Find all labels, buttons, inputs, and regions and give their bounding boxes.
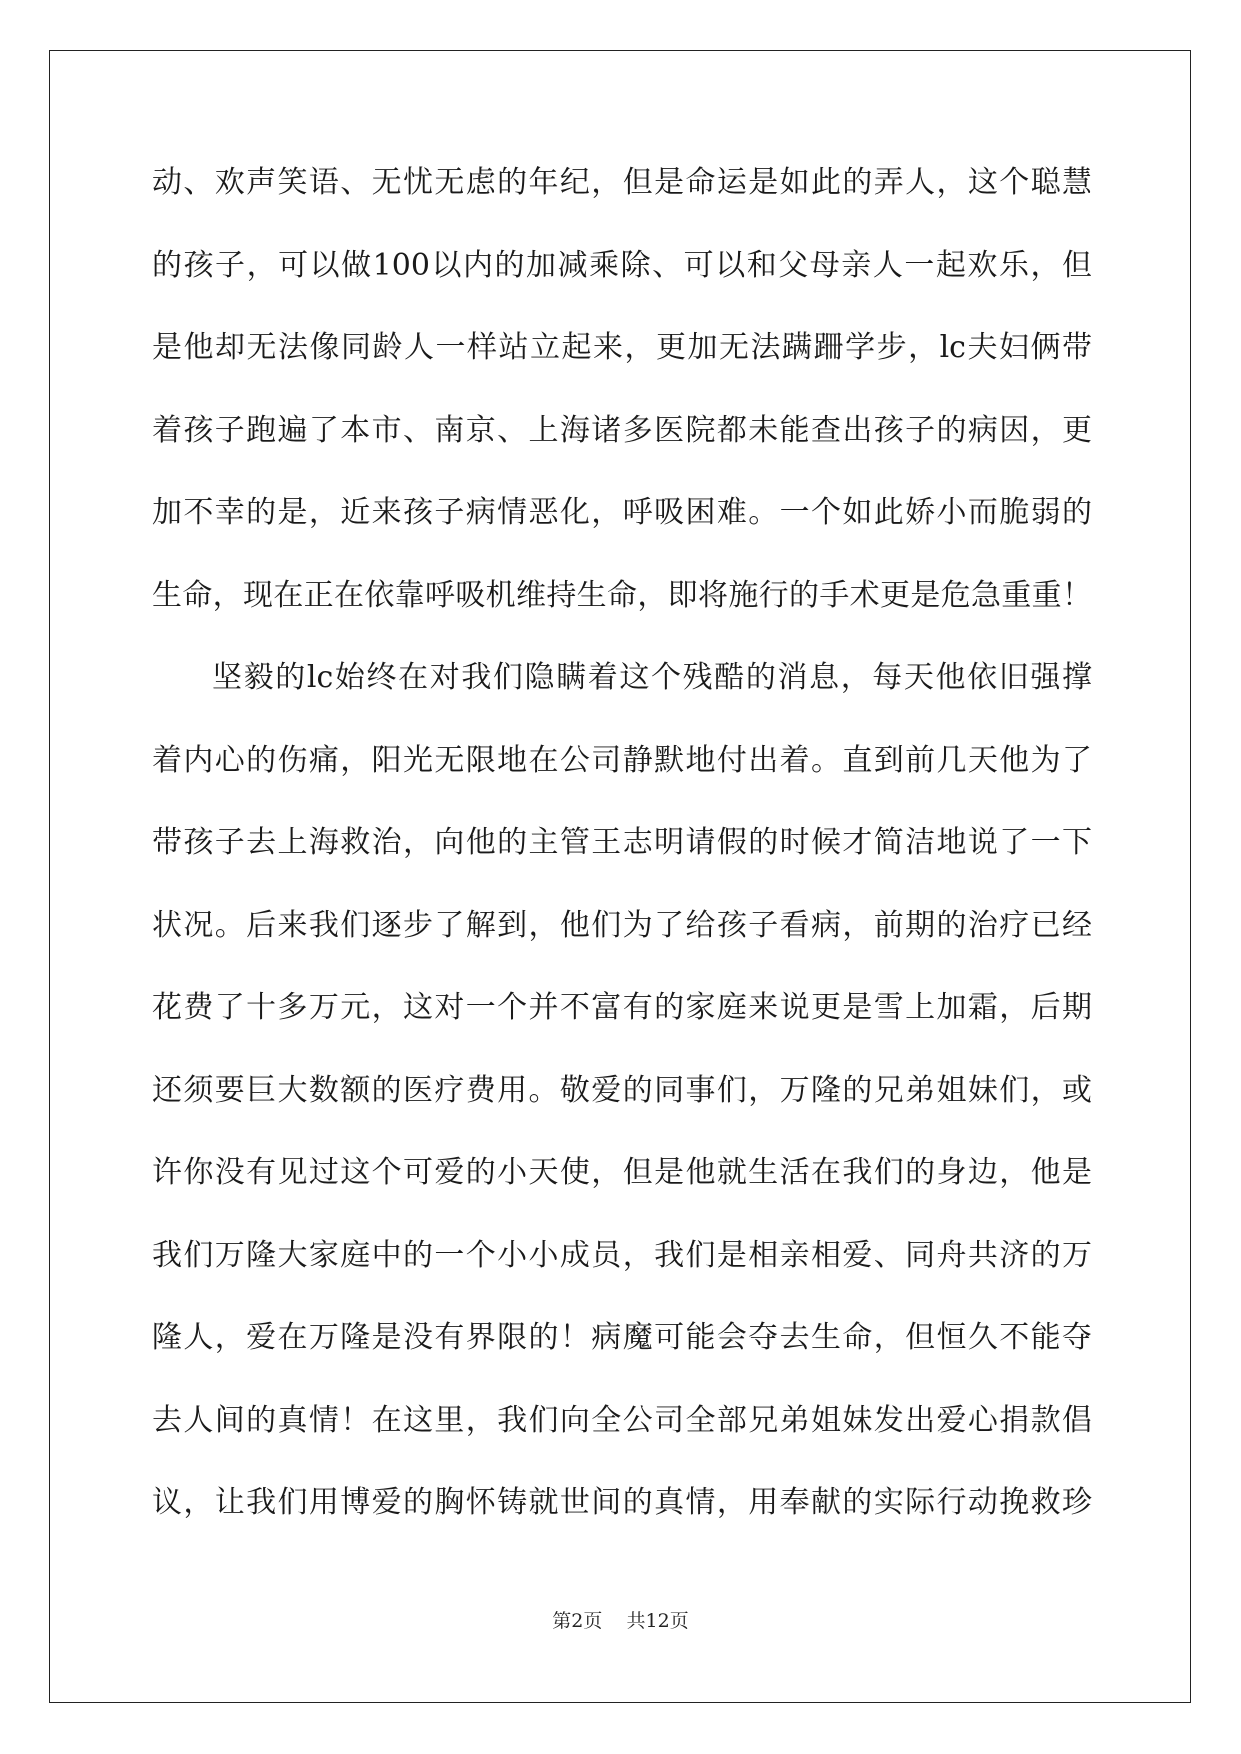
text-line: 还须要巨大数额的医疗费用。敬爱的同事们，万隆的兄弟姐妹们，或 <box>152 1072 1092 1108</box>
text-line: 动、欢声笑语、无忧无虑的年纪，但是命运是如此的弄人，这个聪慧 <box>152 165 1092 200</box>
text-line: 许你没有见过这个可爱的小天使，但是他就生活在我们的身边，他是 <box>152 1155 1092 1190</box>
text-line: 我们万隆大家庭中的一个小小成员，我们是相亲相爱、同舟共济的万 <box>152 1237 1092 1273</box>
paragraph-start-line: 坚毅的lc始终在对我们隐瞒着这个残酷的消息，每天他依旧强撑 <box>212 660 1092 695</box>
text-line: 生命，现在正在依靠呼吸机维持生命，即将施行的手术更是危急重重！ <box>152 577 1092 613</box>
text-line: 加不幸的是，近来孩子病情恶化，呼吸困难。一个如此娇小而脆弱的 <box>152 495 1092 530</box>
text-line: 去人间的真情！在这里，我们向全公司全部兄弟姐妹发出爱心捐款倡 <box>152 1402 1092 1438</box>
text-line: 是他却无法像同龄人一样站立起来，更加无法蹒跚学步，lc夫妇俩带 <box>152 330 1092 365</box>
text-line: 花费了十多万元，这对一个并不富有的家庭来说更是雪上加霜，后期 <box>152 990 1092 1025</box>
page-number: 第2页 <box>552 1610 603 1632</box>
document-body <box>152 162 1092 1565</box>
text-line: 隆人，爱在万隆是没有界限的！病魔可能会夺去生命，但恒久不能夺 <box>152 1320 1092 1355</box>
text-line: 状况。后来我们逐步了解到，他们为了给孩子看病，前期的治疗已经 <box>152 907 1092 943</box>
text-line: 的孩子，可以做100以内的加减乘除、可以和父母亲人一起欢乐，但 <box>152 247 1092 283</box>
page-total: 共12页 <box>626 1610 689 1632</box>
text-line: 着孩子跑遍了本市、南京、上海诸多医院都未能查出孩子的病因，更 <box>152 412 1092 448</box>
text-line: 议，让我们用博爱的胸怀铸就世间的真情，用奉献的实际行动挽救珍 <box>152 1485 1092 1520</box>
text-line: 着内心的伤痛，阳光无限地在公司静默地付出着。直到前几天他为了 <box>152 742 1092 778</box>
text-line: 带孩子去上海救治，向他的主管王志明请假的时候才简洁地说了一下 <box>152 825 1092 860</box>
page-footer <box>0 1606 1241 1633</box>
